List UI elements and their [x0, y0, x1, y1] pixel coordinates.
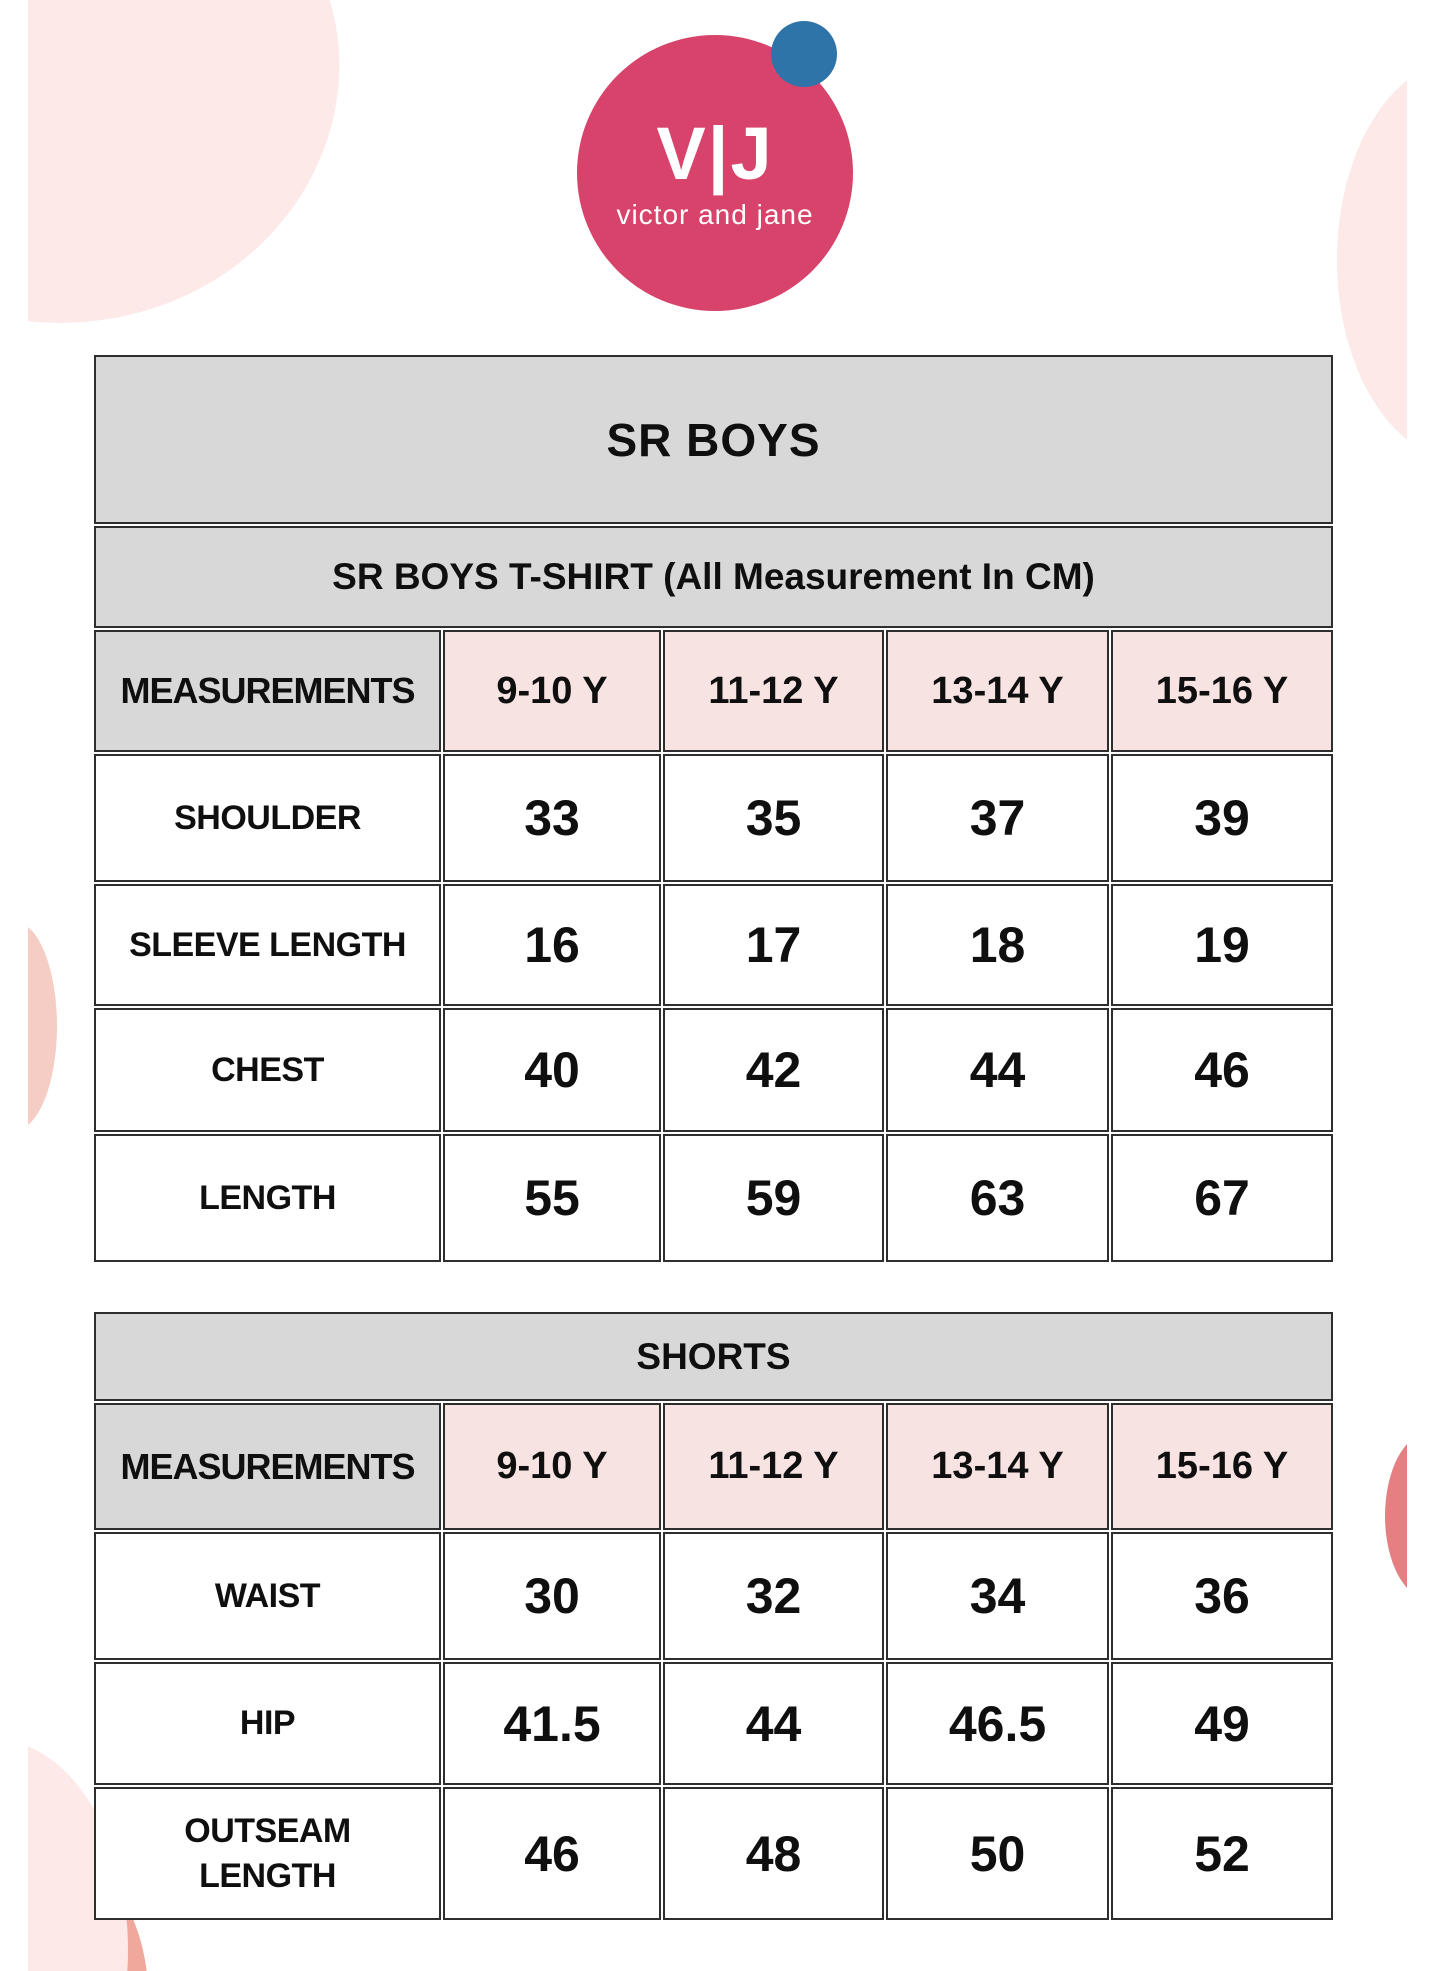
- size-value: 46: [443, 1787, 661, 1920]
- size-value: 19: [1111, 884, 1333, 1006]
- row-label-waist: WAIST: [94, 1532, 441, 1660]
- size-value: 40: [443, 1008, 661, 1132]
- size-value: 33: [443, 754, 661, 882]
- size-value: 48: [663, 1787, 884, 1920]
- shorts-table: [94, 1312, 1333, 1920]
- size-value: 42: [663, 1008, 884, 1132]
- column-header-13-14y: 13-14 Y: [886, 630, 1109, 752]
- decorative-blob-right-middle: [1385, 1433, 1407, 1599]
- decorative-blob-top-left: [28, 0, 371, 360]
- column-header-measurements: MEASUREMENTS: [94, 1403, 441, 1530]
- size-value: 17: [663, 884, 884, 1006]
- column-header-measurements: MEASUREMENTS: [94, 630, 441, 752]
- column-header-15-16y: 15-16 Y: [1111, 630, 1333, 752]
- size-value: 46: [1111, 1008, 1333, 1132]
- size-value: 16: [443, 884, 661, 1006]
- size-value: 37: [886, 754, 1109, 882]
- table-subtitle: SR BOYS T-SHIRT (All Measurement In CM): [94, 526, 1333, 628]
- row-label-chest: CHEST: [94, 1008, 441, 1132]
- logo-accent-dot: [771, 21, 837, 87]
- table-title: SHORTS: [94, 1312, 1333, 1401]
- size-value: 18: [886, 884, 1109, 1006]
- decorative-blob-left-middle: [28, 922, 57, 1130]
- size-value: 46.5: [886, 1662, 1109, 1785]
- size-value: 67: [1111, 1134, 1333, 1262]
- size-value: 44: [663, 1662, 884, 1785]
- table-title: SR BOYS: [94, 355, 1333, 524]
- size-value: 36: [1111, 1532, 1333, 1660]
- row-label-sleeve-length: SLEEVE LENGTH: [94, 884, 441, 1006]
- column-header-9-10y: 9-10 Y: [443, 1403, 661, 1530]
- column-header-11-12y: 11-12 Y: [663, 630, 884, 752]
- size-value: 35: [663, 754, 884, 882]
- size-value: 49: [1111, 1662, 1333, 1785]
- row-label-outseam-length: OUTSEAM LENGTH: [94, 1787, 441, 1920]
- size-value: 55: [443, 1134, 661, 1262]
- row-label-hip: HIP: [94, 1662, 441, 1785]
- size-value: 32: [663, 1532, 884, 1660]
- size-value: 39: [1111, 754, 1333, 882]
- size-value: 50: [886, 1787, 1109, 1920]
- size-value: 41.5: [443, 1662, 661, 1785]
- column-header-9-10y: 9-10 Y: [443, 630, 661, 752]
- column-header-15-16y: 15-16 Y: [1111, 1403, 1333, 1530]
- logo-monogram: V|J: [656, 112, 774, 196]
- column-header-13-14y: 13-14 Y: [886, 1403, 1109, 1530]
- row-label-length: LENGTH: [94, 1134, 441, 1262]
- size-value: 63: [886, 1134, 1109, 1262]
- decorative-blob-top-right: [1337, 60, 1407, 460]
- logo-brand-name: victor and jane: [616, 198, 814, 230]
- row-label-shoulder: SHOULDER: [94, 754, 441, 882]
- column-header-11-12y: 11-12 Y: [663, 1403, 884, 1530]
- size-value: 34: [886, 1532, 1109, 1660]
- size-value: 59: [663, 1134, 884, 1262]
- size-value: 52: [1111, 1787, 1333, 1920]
- size-value: 30: [443, 1532, 661, 1660]
- sr-boys-tshirt-table: [94, 355, 1333, 1262]
- size-value: 44: [886, 1008, 1109, 1132]
